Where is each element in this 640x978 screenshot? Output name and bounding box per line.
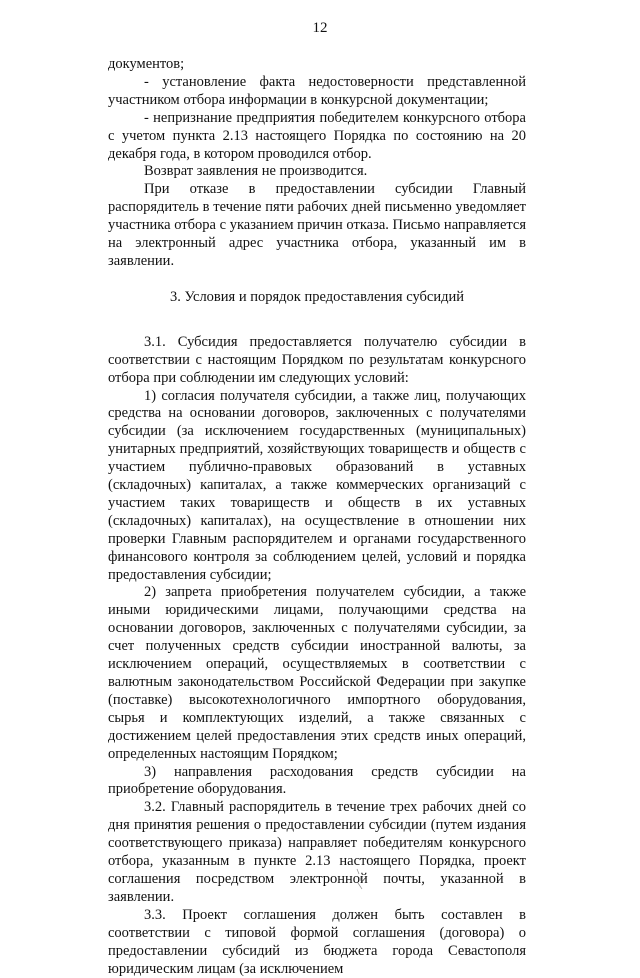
paragraph-non-recognition: - непризнание предприятия победителем конкурсного отбора с учетом пункта 2.13 настоящего Порядка по состоянию на 20 декабря года, в котором проводился отбор. (108, 109, 526, 162)
paragraph-condition-1: 1) согласия получателя субсидии, а также лиц, получающих средства на основании договоров, заключенных с получателями субсидии (за исключением государственных (муниципальных) унитарных предприятий, хозяйствующих товариществ и обществ с участием публично-правовых образований в уставных (складочных) капиталах, а также коммерческих организаций с участием таких товариществ и обществ в их уставных (складочных) капиталах), на осуществление в отношении них проверки Главным распорядителем и органами государственного финансового контроля за соблюдением целей, условий и порядка предоставления субсидии; (108, 387, 526, 583)
section-heading: 3. Условия и порядок предоставления субсидий (169, 288, 464, 305)
paragraph-refusal-notice: При отказе в предоставлении субсидии Главный распорядитель в течение пяти рабочих дней письменно уведомляет участника отбора с указанием причин отказа. Письмо направляется на электронный адрес участника отбора, указанный им в заявлении. (108, 181, 526, 269)
paragraph-condition-2: 2) запрета приобретения получателем субсидии, а также иными юридическими лицами, получающими средства на основании договоров, заключенных с получателями субсидии, за счет полученных средств субсидии иностранной валюты, за исключением операций, осуществляемых в соответствии с валютным законодательством Российской Федерации при закупке (поставке) высокотехнологичного импортного оборудования, сырья и комплектующих изделий, а также связанных с достижением целей предоставления этих средств иных операций, определенных настоящим Порядком; (108, 584, 526, 762)
page-number: 12 (312, 20, 328, 36)
paragraph-documents: документов; (108, 56, 185, 72)
document-body (108, 56, 526, 978)
paragraph-unreliable-info: - установление факта недостоверности представленной участником отбора информации в конкурсной документации; (108, 73, 526, 108)
scan-mark (355, 868, 365, 890)
paragraph-3-2: 3.2. Главный распорядитель в течение трех рабочих дней со дня принятия решения о предоставлении субсидии (путем издания соответствующего приказа) направляет победителям конкурсного отбора, указанным в пункте 2.13 настоящего Порядка, проект соглашения посредством электронной почты, указанной в заявлении. (108, 799, 526, 905)
paragraph-3-3: 3.3. Проект соглашения должен быть составлен в соответствии с типовой формой соглашения (договора) о предоставлении субсидий из бюджета города Севастополя юридическим лицам (за исключением (108, 906, 526, 977)
paragraph-condition-3: 3) направления расходования средств субсидии на приобретение оборудования. (108, 763, 526, 798)
paragraph-3-1: 3.1. Субсидия предоставляется получателю субсидии в соответствии с настоящим Порядком по результатам конкурсного отбора при соблюдении им следующих условий: (108, 333, 526, 386)
paragraph-no-return: Возврат заявления не производится. (144, 163, 368, 180)
